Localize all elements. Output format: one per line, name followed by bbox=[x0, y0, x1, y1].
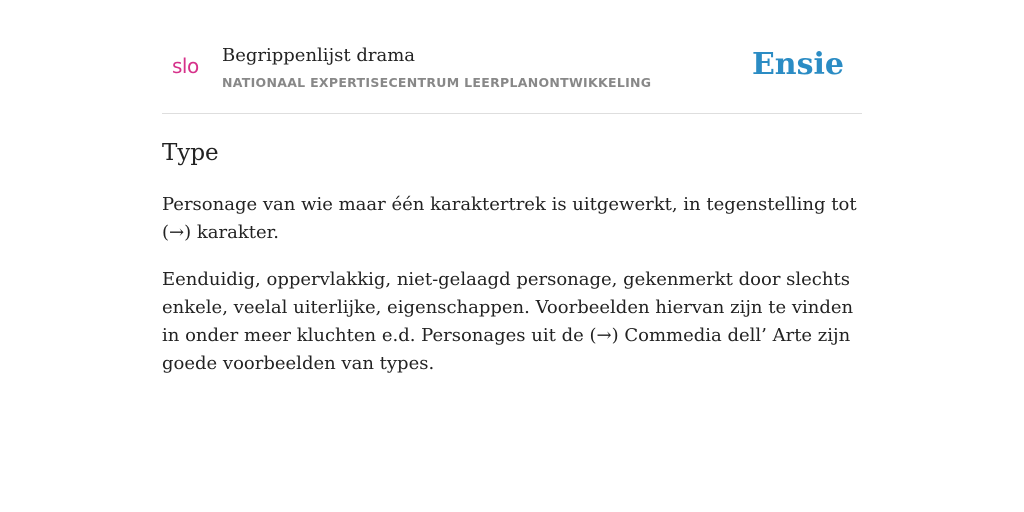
source-title[interactable]: Begrippenlijst drama bbox=[222, 45, 415, 66]
page-container bbox=[162, 0, 862, 378]
ensie-brand-logo[interactable]: Ensie bbox=[751, 47, 844, 82]
paragraph-text: karakter. bbox=[191, 222, 279, 243]
header bbox=[162, 0, 862, 114]
arrow-reference: (→) bbox=[162, 222, 192, 243]
source-subtitle: NATIONAAL EXPERTISECENTRUM LEERPLANONTWIKKELING bbox=[222, 75, 652, 90]
description-paragraph bbox=[162, 266, 862, 378]
definition-paragraph bbox=[162, 191, 862, 247]
paragraph-text: Commedia dell’ Arte zijn goede voorbeelden van types. bbox=[162, 325, 851, 374]
entry-term: Type bbox=[162, 140, 219, 166]
paragraph-text: Personage van wie maar één karaktertrek is uitgewerkt, in tegenstelling tot bbox=[162, 194, 857, 215]
arrow-reference: (→) bbox=[589, 325, 619, 346]
paragraph-text: Eenduidig, oppervlakkig, niet-gelaagd personage, gekenmerkt door slechts enkele, veelal uiterlijke, eigenschappen. Voorbeelden hiervan zijn te vinden in onder meer kluchten e.d. Personages uit de bbox=[162, 269, 854, 346]
slo-logo[interactable]: slo bbox=[172, 54, 199, 78]
